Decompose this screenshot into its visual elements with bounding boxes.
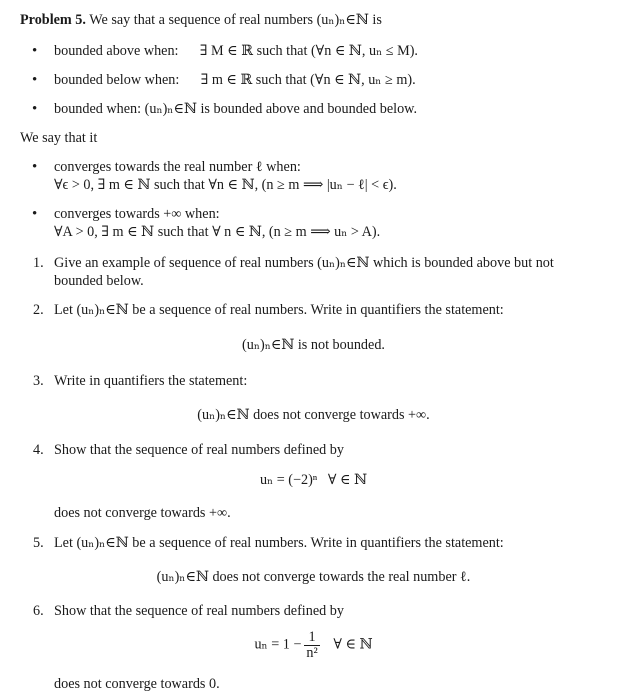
def-bounded: • bounded when: (uₙ)ₙ∈ℕ is bounded above and bounded below. (54, 101, 417, 119)
question-3-text: Write in quantifiers the statement: (54, 373, 248, 389)
question-5-number: 5. (33, 535, 44, 551)
def-converge-limit-line2: ∀ϵ > 0, ∃ m ∈ ℕ such that ∀n ∈ ℕ, (n ≥ m ⟹ |uₙ − ℓ| < ϵ). (54, 177, 397, 193)
question-4-number: 4. (33, 442, 44, 458)
formula-left: uₙ = 1 − (254, 636, 302, 653)
question-5-text: Let (uₙ)ₙ∈ℕ be a sequence of real numbers. Write in quantifiers the statement: (54, 535, 504, 551)
def-bounded-above: • bounded above when: ∃ M ∈ ℝ such that (∀n ∈ ℕ, uₙ ≤ M). (54, 43, 418, 61)
question-3-display: (uₙ)ₙ∈ℕ does not converge towards +∞. (197, 407, 430, 423)
def-converge-infinity-line2: ∀A > 0, ∃ m ∈ ℕ such that ∀ n ∈ ℕ, (n ≥ m ⟹ uₙ > A). (54, 224, 381, 240)
question-1-text-line1: Give an example of sequence of real numbers (uₙ)ₙ∈ℕ which is bounded above but not (54, 255, 554, 271)
problem-header (20, 12, 382, 30)
question-5-display: (uₙ)ₙ∈ℕ does not converge towards the real number ℓ. (156, 569, 471, 585)
question-2-display: (uₙ)ₙ∈ℕ is not bounded. (242, 337, 385, 353)
formula-right: ∀ ∈ ℕ (333, 636, 373, 653)
question-4-text: Show that the sequence of real numbers defined by (54, 442, 344, 458)
question-2-number: 2. (33, 302, 44, 318)
problem-title: Problem 5. (20, 12, 86, 28)
problem-intro: We say that a sequence of real numbers (uₙ)ₙ∈ℕ is (85, 12, 382, 28)
we-say-text: We say that it (20, 130, 98, 146)
question-4-formula: uₙ = (−2)ⁿ ∀ ∈ ℕ (259, 472, 368, 488)
def-converge-infinity-line1: • converges towards +∞ when: (54, 206, 220, 224)
def-converge-limit-line1: • converges towards the real number ℓ when: (54, 159, 301, 177)
question-6-formula (0, 630, 627, 661)
question-1-text-line2: bounded below. (54, 273, 144, 289)
question-4-after: does not converge towards +∞. (54, 505, 231, 521)
question-6-after: does not converge towards 0. (54, 676, 220, 692)
fraction (304, 630, 319, 661)
question-2-text: Let (uₙ)ₙ∈ℕ be a sequence of real numbers. Write in quantifiers the statement: (54, 302, 504, 318)
question-6-number: 6. (33, 603, 44, 619)
def-bounded-below: • bounded below when: ∃ m ∈ ℝ such that (∀n ∈ ℕ, uₙ ≥ m). (54, 72, 416, 90)
question-1-number: 1. (33, 255, 44, 271)
question-3-number: 3. (33, 373, 44, 389)
fraction-numerator: 1 (304, 630, 319, 646)
question-6-text: Show that the sequence of real numbers defined by (54, 603, 344, 619)
fraction-denominator: n² (306, 644, 318, 661)
